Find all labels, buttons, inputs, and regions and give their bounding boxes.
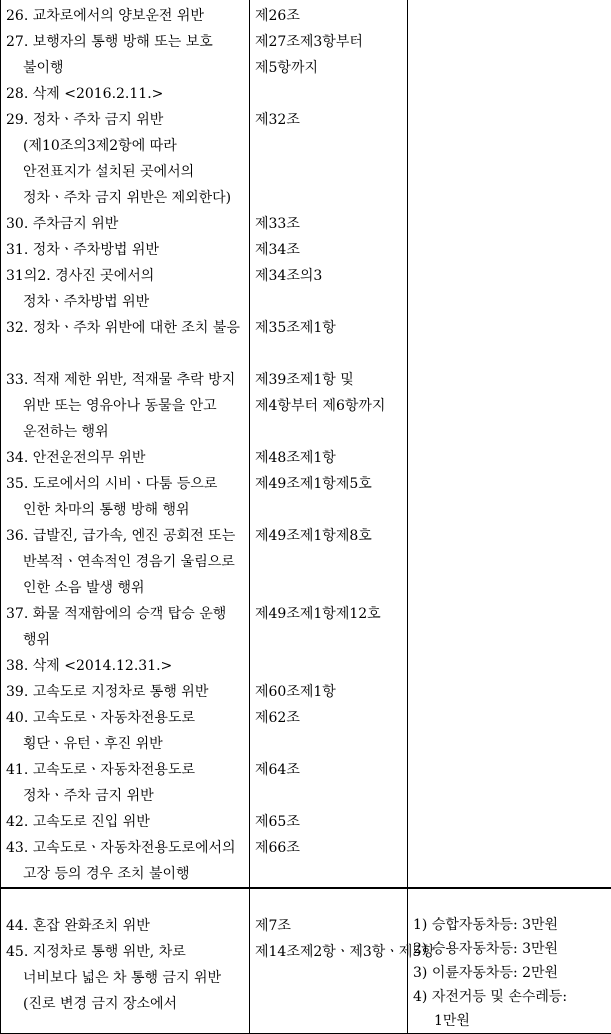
table-row bbox=[1, 888, 611, 1034]
law-reference bbox=[255, 81, 402, 107]
violation-item: 32. 정차ㆍ주차 위반에 대한 조치 불응 bbox=[6, 315, 244, 367]
law-reference: 제27조제3항부터 제5항까지 bbox=[255, 29, 402, 81]
law-reference: 제48조제1항 bbox=[255, 445, 402, 471]
law-reference: 제34조의3 bbox=[255, 263, 402, 315]
law-reference: 제49조제1항제5호 bbox=[255, 471, 402, 523]
violation-item: 37. 화물 적재함에의 승객 탑승 운행 행위 bbox=[6, 601, 244, 653]
law-reference: 제33조 bbox=[255, 211, 402, 237]
fine-item: 2) 승용자동차등: 3만원 bbox=[413, 937, 606, 961]
law-cell bbox=[250, 888, 408, 1034]
violation-item: 36. 급발진, 급가속, 엔진 공회전 또는 반복적ㆍ연속적인 경음기 울림으로 인한 소음 발생 행위 bbox=[6, 523, 244, 601]
law-reference: 제65조 bbox=[255, 809, 402, 835]
law-reference: 제39조제1항 및 제4항부터 제6항까지 bbox=[255, 367, 402, 445]
violation-item: 34. 안전운전의무 위반 bbox=[6, 445, 244, 471]
violation-item: 42. 고속도로 진입 위반 bbox=[6, 809, 244, 835]
violation-item: 30. 주차금지 위반 bbox=[6, 211, 244, 237]
fine-item: 4) 자전거등 및 손수레등: 1만원 bbox=[413, 985, 606, 1033]
law-reference: 제60조제1항 bbox=[255, 679, 402, 705]
violation-cell bbox=[1, 0, 250, 888]
violation-item: 28. 삭제 <2016.2.11.> bbox=[6, 81, 244, 107]
law-reference: 제35조제1항 bbox=[255, 315, 402, 367]
law-reference: 제64조 bbox=[255, 757, 402, 809]
violation-item: 31. 정차ㆍ주차방법 위반 bbox=[6, 237, 244, 263]
violation-item: 26. 교차로에서의 양보운전 위반 bbox=[6, 3, 244, 29]
law-cell bbox=[250, 0, 408, 888]
table-row bbox=[1, 0, 611, 888]
law-reference: 제62조 bbox=[255, 705, 402, 757]
law-reference: 제49조제1항제12호 bbox=[255, 601, 402, 653]
violation-item: 31의2. 경사진 곳에서의 정차ㆍ주차방법 위반 bbox=[6, 263, 244, 315]
violation-cell bbox=[1, 888, 250, 1034]
violation-item: 33. 적재 제한 위반, 적재물 추락 방지 위반 또는 영유아나 동물을 안고 운전하는 행위 bbox=[6, 367, 244, 445]
violation-item: 40. 고속도로ㆍ자동차전용도로 횡단ㆍ유턴ㆍ후진 위반 bbox=[6, 705, 244, 757]
violation-item: 35. 도로에서의 시비ㆍ다툼 등으로 인한 차마의 통행 방해 행위 bbox=[6, 471, 244, 523]
violation-item: 27. 보행자의 통행 방해 또는 보호 불이행 bbox=[6, 29, 244, 81]
fine-cell-empty bbox=[408, 0, 611, 888]
fine-cell bbox=[408, 888, 611, 1034]
law-reference: 제32조 bbox=[255, 107, 402, 211]
violation-item: 38. 삭제 <2014.12.31.> bbox=[6, 653, 244, 679]
law-reference: 제66조 bbox=[255, 835, 402, 887]
law-reference: 제49조제1항제8호 bbox=[255, 523, 402, 601]
violation-item: 45. 지정차로 통행 위반, 차로 너비보다 넓은 차 통행 금지 위반(진로 변경 금지 장소에서 bbox=[6, 939, 244, 1017]
violation-item: 39. 고속도로 지정차로 통행 위반 bbox=[6, 679, 244, 705]
violation-item: 44. 혼잡 완화조치 위반 bbox=[6, 913, 244, 939]
law-reference: 제7조 bbox=[255, 913, 402, 939]
violation-item: 43. 고속도로ㆍ자동차전용도로에서의 고장 등의 경우 조치 불이행 bbox=[6, 835, 244, 887]
law-reference bbox=[255, 653, 402, 679]
law-reference: 제14조제2항ㆍ제3항ㆍ제5항 bbox=[255, 939, 402, 965]
law-reference: 제34조 bbox=[255, 237, 402, 263]
fine-item: 3) 이륜자동차등: 2만원 bbox=[413, 961, 606, 985]
fine-item: 1) 승합자동차등: 3만원 bbox=[413, 913, 606, 937]
violation-item: 29. 정차ㆍ주차 금지 위반(제10조의3제2항에 따라 안전표지가 설치된 곳에서의 정차ㆍ주차 금지 위반은 제외한다) bbox=[6, 107, 244, 211]
law-reference: 제26조 bbox=[255, 3, 402, 29]
violation-item: 41. 고속도로ㆍ자동차전용도로 정차ㆍ주차 금지 위반 bbox=[6, 757, 244, 809]
